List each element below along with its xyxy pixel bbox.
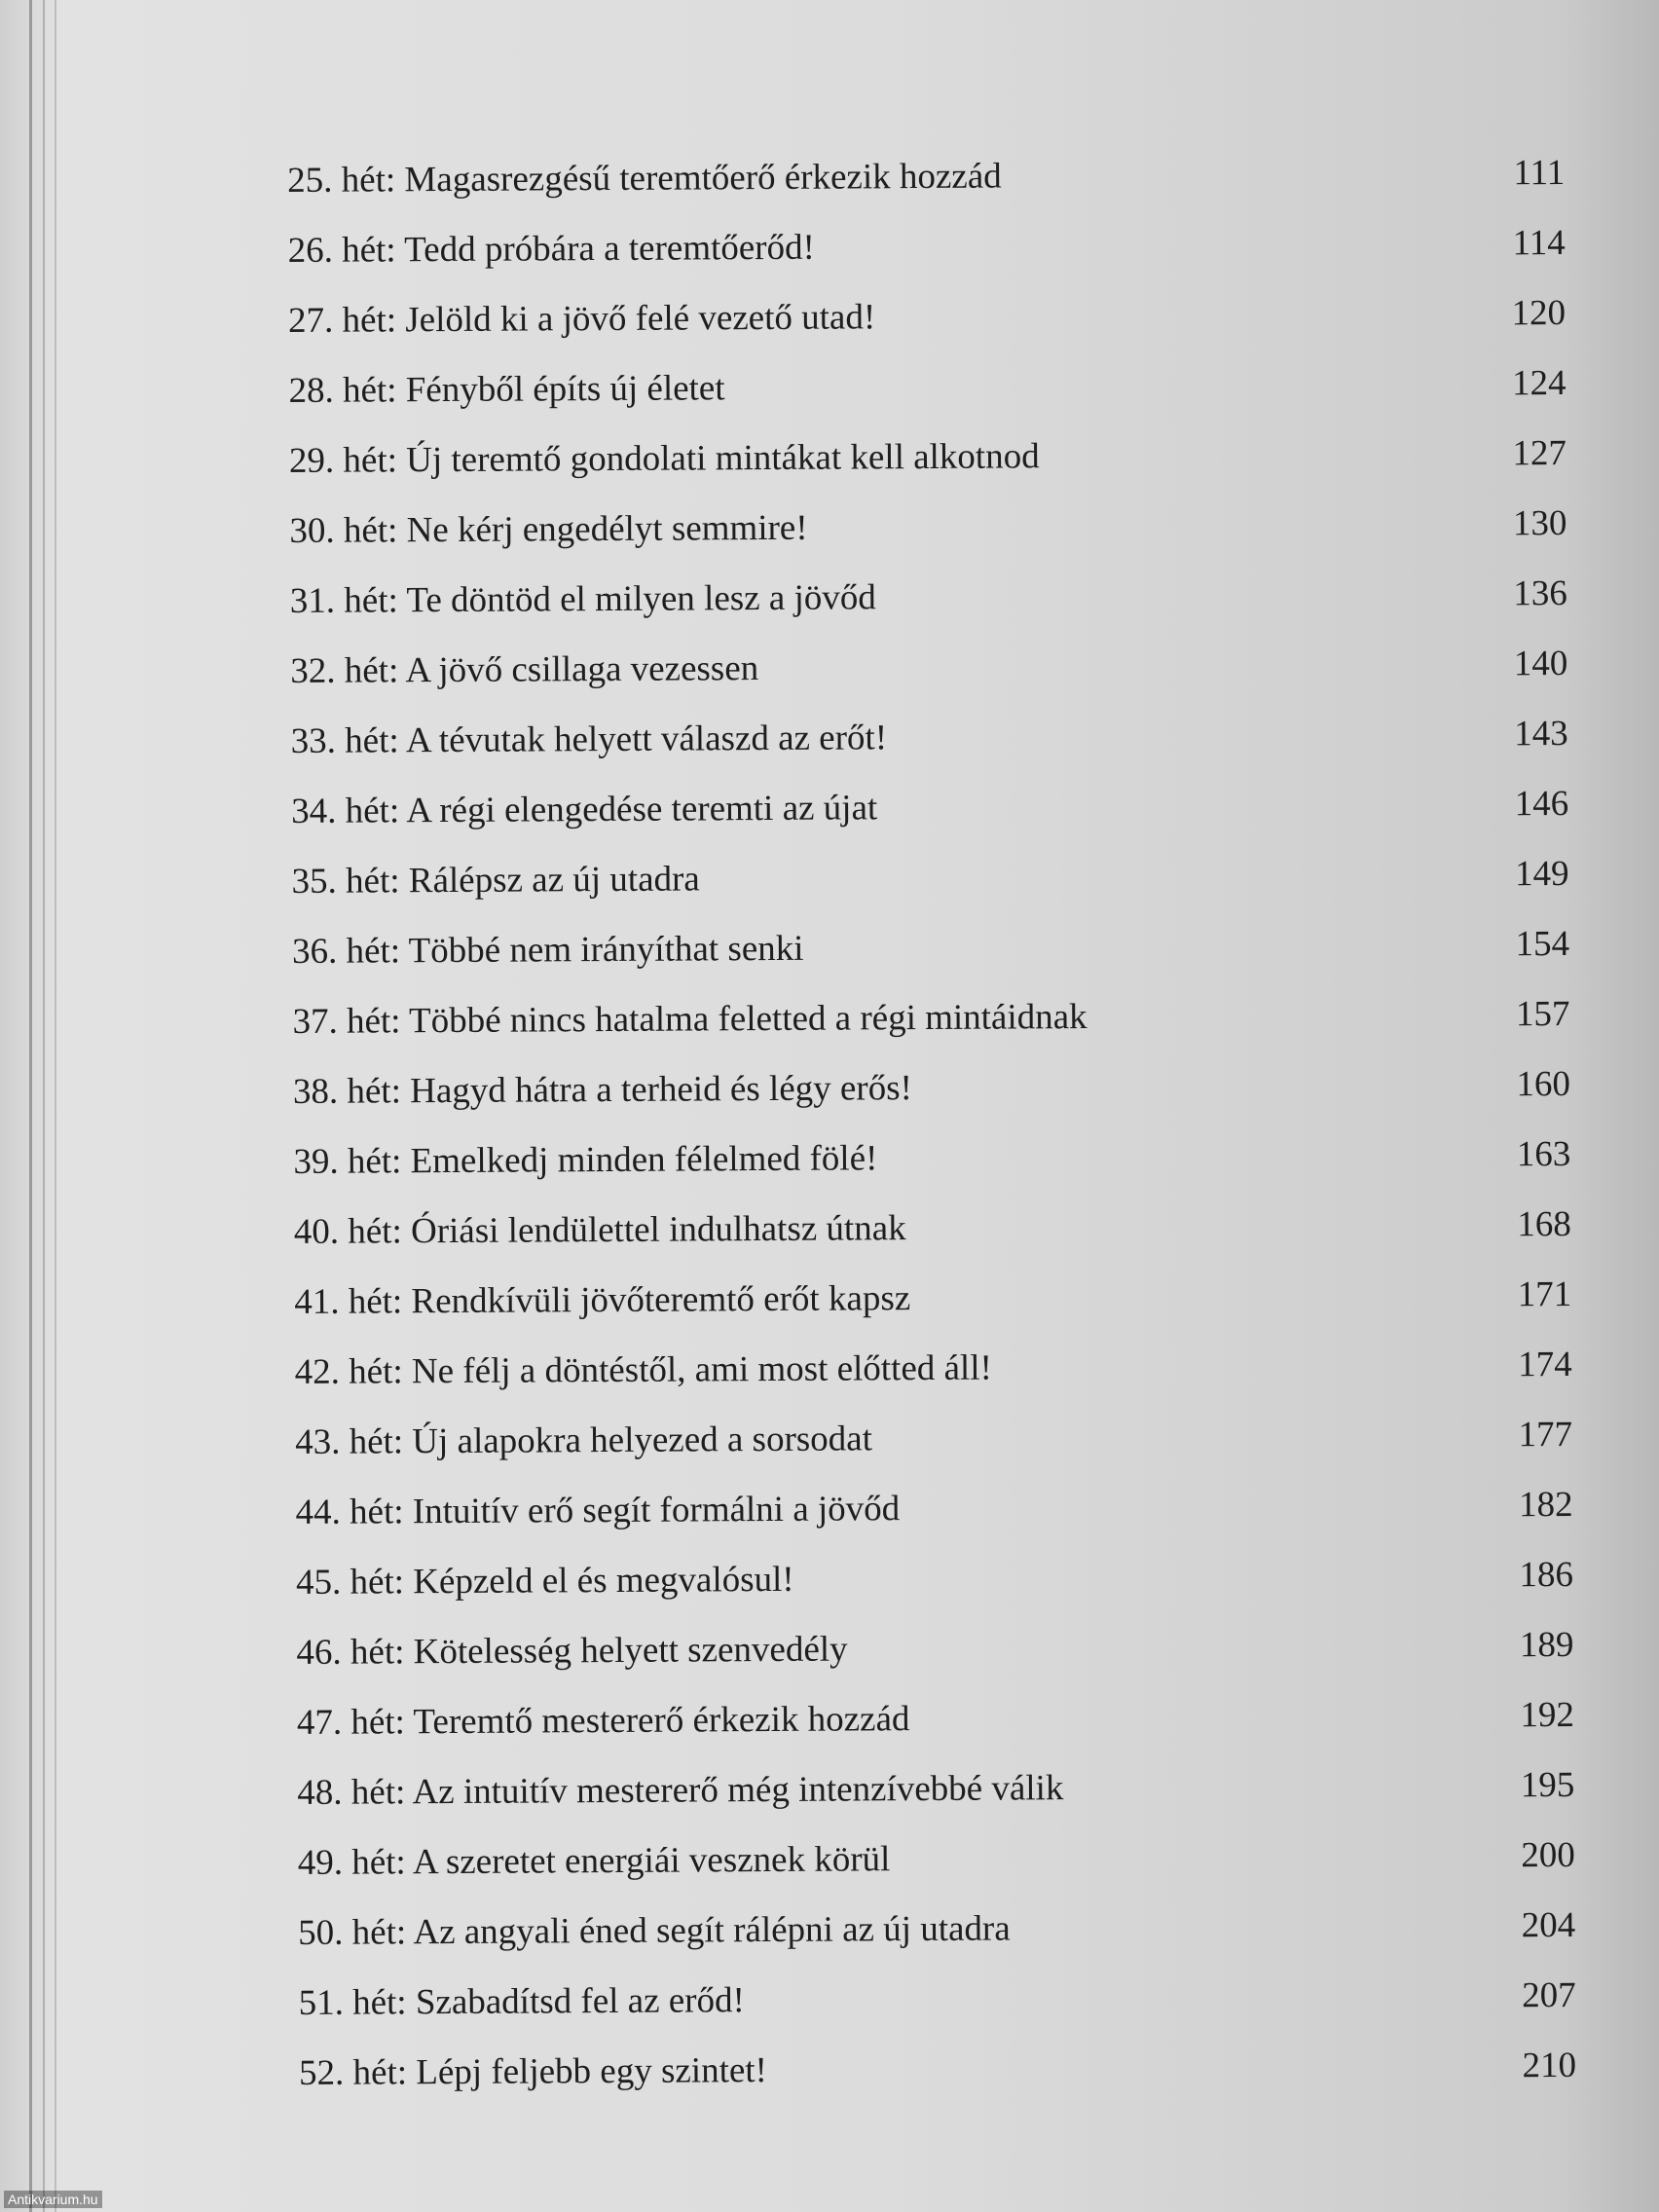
toc-entry (294, 1260, 1599, 1338)
table-of-contents (287, 138, 1604, 2109)
toc-entry (291, 769, 1596, 847)
page-edge-line (55, 0, 56, 2212)
toc-entry-page-number: 136 (1513, 572, 1567, 614)
toc-entry-title: 36. hét: Többé nem irányíthat senki (291, 928, 804, 972)
toc-entry (292, 979, 1597, 1057)
toc-entry (295, 1470, 1600, 1548)
toc-entry (296, 1610, 1601, 1688)
watermark-label: Antikvarium.hu (4, 2191, 102, 2208)
toc-entry-title: 41. hét: Rendkívüli jövőteremtő erőt kapsz (294, 1278, 911, 1322)
toc-entry (287, 208, 1592, 286)
toc-entry-page-number: 130 (1512, 502, 1567, 544)
toc-entry (290, 559, 1595, 637)
toc-entry-title: 48. hét: Az intuitív mestererő még intenzívebbé válik (297, 1768, 1064, 1813)
toc-entry-title: 39. hét: Emelkedj minden félelmed fölé! (293, 1138, 878, 1182)
toc-entry-title: 33. hét: A tévutak helyett válaszd az erőt! (290, 718, 888, 761)
toc-entry-title: 46. hét: Kötelesség helyett szenvedély (296, 1629, 848, 1673)
toc-entry (298, 1961, 1603, 2039)
toc-entry-page-number: 192 (1520, 1694, 1574, 1736)
toc-entry-page-number: 177 (1518, 1414, 1573, 1456)
toc-entry-page-number: 186 (1519, 1554, 1574, 1596)
toc-entry (295, 1400, 1600, 1478)
toc-entry-title: 43. hét: Új alapokra helyezed a sorsodat (295, 1419, 873, 1462)
toc-entry-page-number: 114 (1512, 222, 1566, 264)
toc-entry-page-number: 204 (1521, 1904, 1576, 1946)
toc-entry-title: 35. hét: Rálépsz az új utadra (291, 859, 700, 902)
toc-entry (299, 2031, 1604, 2109)
toc-entry-page-number: 124 (1511, 362, 1567, 404)
toc-entry-page-number: 160 (1516, 1063, 1571, 1105)
page-edge-line (29, 0, 32, 2212)
toc-entry-title: 27. hét: Jelöld ki a jövő felé vezető utad! (287, 297, 876, 341)
toc-entry-title: 51. hét: Szabadítsd fel az erőd! (298, 1980, 745, 2023)
toc-entry-page-number: 182 (1518, 1484, 1573, 1526)
toc-entry (294, 1190, 1599, 1268)
toc-entry (293, 1120, 1598, 1198)
toc-entry-page-number: 149 (1514, 853, 1569, 895)
toc-entry-title: 26. hét: Tedd próbára a teremtőerőd! (287, 227, 816, 271)
toc-entry-page-number: 195 (1520, 1764, 1575, 1806)
toc-entry-title: 25. hét: Magasrezgésű teremtőerő érkezik hozzád (287, 156, 1002, 201)
toc-entry-page-number: 111 (1513, 152, 1566, 194)
toc-entry-page-number: 168 (1517, 1203, 1571, 1245)
toc-entry-page-number: 140 (1513, 643, 1568, 684)
toc-entry (292, 909, 1597, 987)
toc-entry (297, 1751, 1602, 1828)
page-edge-line (43, 0, 45, 2212)
toc-entry-title: 29. hét: Új teremtő gondolati mintákat kell alkotnod (288, 436, 1040, 481)
toc-entry-page-number: 157 (1515, 993, 1570, 1035)
toc-entry (297, 1680, 1602, 1758)
toc-entry-title: 45. hét: Képzeld el és megvalósul! (295, 1559, 794, 1603)
toc-entry (288, 278, 1593, 356)
toc-entry (298, 1891, 1603, 1969)
toc-entry (288, 349, 1593, 426)
toc-entry-title: 42. hét: Ne félj a döntéstől, ami most előtted áll! (294, 1347, 993, 1392)
toc-entry-title: 34. hét: A régi elengedése teremti az újat (291, 788, 878, 831)
toc-entry-page-number: 174 (1518, 1344, 1572, 1385)
toc-entry-page-number: 154 (1515, 923, 1570, 965)
toc-entry-title: 49. hét: A szeretet energiái vesznek körül (297, 1839, 891, 1883)
toc-entry-page-number: 210 (1522, 2045, 1577, 2086)
toc-entry (296, 1540, 1601, 1618)
toc-entry-title: 47. hét: Teremtő mestererő érkezik hozzád (296, 1699, 910, 1743)
toc-entry-page-number: 163 (1516, 1133, 1571, 1175)
toc-entry-page-number: 120 (1511, 292, 1567, 334)
toc-entry-page-number: 207 (1522, 1974, 1576, 2016)
toc-entry-page-number: 171 (1517, 1273, 1572, 1315)
toc-entry (293, 1050, 1598, 1127)
toc-entry (294, 1330, 1599, 1408)
toc-entry-title: 44. hét: Intuitív erő segít formálni a jövőd (295, 1489, 901, 1532)
toc-entry (290, 629, 1595, 707)
toc-entry-page-number: 143 (1514, 713, 1568, 755)
toc-entry (298, 1821, 1603, 1899)
toc-entry-title: 37. hét: Többé nincs hatalma feletted a régi mintáidnak (292, 996, 1088, 1042)
toc-entry (289, 489, 1594, 567)
toc-entry (291, 839, 1596, 917)
toc-entry-title: 30. hét: Ne kérj engedélyt semmire! (289, 507, 808, 551)
toc-entry-page-number: 200 (1521, 1834, 1575, 1876)
toc-entry (291, 699, 1596, 777)
toc-entry-title: 32. hét: A jövő csillaga vezessen (290, 648, 759, 691)
toc-entry-title: 28. hét: Fényből építs új életet (288, 368, 725, 411)
toc-entry-title: 40. hét: Óriási lendülettel indulhatsz útnak (293, 1208, 906, 1252)
toc-entry-title: 50. hét: Az angyali éned segít rálépni az új utadra (298, 1908, 1011, 1953)
toc-entry (287, 138, 1592, 216)
toc-entry-title: 38. hét: Hagyd hátra a terheid és légy erős! (292, 1068, 913, 1112)
toc-entry-title: 31. hét: Te döntöd el milyen lesz a jövőd (289, 577, 876, 621)
toc-entry-page-number: 189 (1519, 1624, 1574, 1666)
toc-entry-page-number: 127 (1512, 432, 1567, 474)
toc-entry-page-number: 146 (1514, 783, 1569, 825)
toc-entry-title: 52. hét: Lépj feljebb egy szintet! (298, 2050, 768, 2093)
toc-entry (289, 419, 1594, 497)
